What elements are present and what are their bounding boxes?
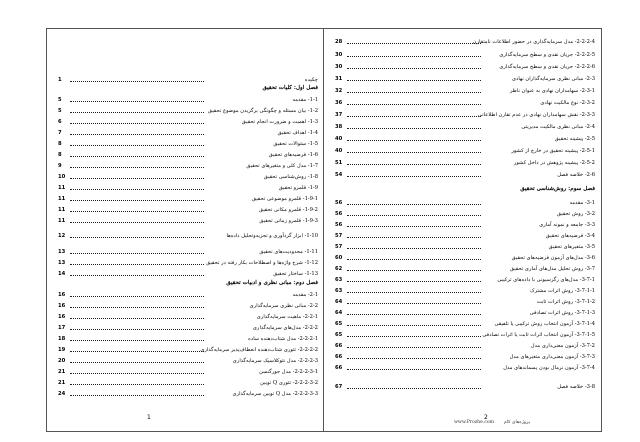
toc-entry-title: 3-7-1-3- روش اثرات تصادفی xyxy=(529,310,595,316)
dot-leader xyxy=(70,237,204,238)
toc-entry-page: 28 xyxy=(335,39,343,45)
dot-leader xyxy=(70,373,204,374)
toc-page-left xyxy=(46,28,325,432)
dot-leader xyxy=(347,128,481,129)
toc-entry xyxy=(324,123,601,131)
toc-entry xyxy=(47,151,324,159)
toc-entry-title: 2-2-2-6- جریان نقدی و سطح سرمایه‌گذاری xyxy=(499,64,595,70)
toc-entry-title: 3-7-1-1- روش اثرات مشترک xyxy=(529,288,595,294)
toc-entry-title: 3-7-4- آزمون نرمال بودن پسماندهای مدل xyxy=(503,365,595,371)
dot-leader xyxy=(70,145,204,146)
chapter-heading: فصل دوم: مبانی نظری و ادبیات تحقیق xyxy=(226,280,318,286)
toc-entry-title: 3-7-3- آزمون معنی‌داری متغیرهای مدل xyxy=(509,354,595,360)
dot-leader xyxy=(70,351,204,352)
toc-entry-page: 11 xyxy=(58,207,66,213)
dot-leader xyxy=(70,178,204,179)
toc-entry-title: 2-5- پیشینه تحقیق xyxy=(554,136,595,142)
footer-label: پروژه‌های کام xyxy=(504,420,530,425)
dot-leader xyxy=(70,329,204,330)
toc-entry-page: 19 xyxy=(58,347,66,353)
toc-entry xyxy=(47,129,324,137)
toc-entry-page: 8 xyxy=(58,152,62,158)
toc-entry-page: 20 xyxy=(58,358,66,364)
toc-entry-page: 67 xyxy=(335,384,343,390)
toc-entry-page: 66 xyxy=(335,343,343,349)
toc-entry-page: 65 xyxy=(335,332,343,338)
toc-entry xyxy=(324,210,601,218)
toc-entry xyxy=(47,162,324,170)
toc-entry-page: 16 xyxy=(58,292,66,298)
toc-entry-title: 3-7-2- آزمون معنی‌داری مدل xyxy=(530,343,595,349)
chapter-heading: فصل اول: کلیات تحقیق xyxy=(262,85,318,91)
toc-entry-page: 66 xyxy=(335,365,343,371)
toc-entry-page: 51 xyxy=(335,160,343,166)
toc-entry-title: 3-2- روش تحقیق xyxy=(556,211,595,217)
toc-entry-page: 11 xyxy=(58,218,66,224)
toc-entry-title: 2-2-2-3-1- مدل جورگنسن xyxy=(259,369,318,375)
toc-entry-page: 40 xyxy=(335,136,343,142)
dot-leader xyxy=(347,56,481,57)
toc-entry-page: 5 xyxy=(58,97,62,103)
toc-entry-page: 57 xyxy=(335,244,343,250)
toc-entry-title: 1-9-2- قلمرو مکانی تحقیق xyxy=(259,207,318,213)
dot-leader xyxy=(347,164,481,165)
toc-page-right xyxy=(323,28,602,432)
toc-entry-title: 2-2- مبانی نظری سرمایه‌گذاری xyxy=(249,303,318,309)
toc-entry xyxy=(47,96,324,104)
dot-leader xyxy=(347,237,481,238)
toc-entry xyxy=(47,184,324,192)
dot-leader xyxy=(347,388,481,389)
toc-entry-title: 1-5- سئوالات تحقیق xyxy=(273,141,318,147)
toc-entry-page: 9 xyxy=(58,163,62,169)
toc-entry-title: 2-3- مبانی نظری سرمایه‌گذاران نهادی xyxy=(512,76,595,82)
dot-leader xyxy=(70,112,204,113)
toc-entry-title: 1-9- قلمرو تحقیق xyxy=(278,185,318,191)
toc-entry-page: 30 xyxy=(335,52,343,58)
toc-entry-title: 2-1- مقدمه xyxy=(292,292,318,298)
toc-entry-title: 2-5-1- پیشینه تحقیق در خارج از کشور xyxy=(511,148,595,154)
toc-entry xyxy=(47,390,324,398)
toc-entry-title: 1-8- روش‌شناسی تحقیق xyxy=(263,174,318,180)
toc-entry-title: 3-5- متغیرهای تحقیق xyxy=(548,244,595,250)
toc-entry xyxy=(324,254,601,262)
toc-entry xyxy=(324,364,601,372)
toc-entry xyxy=(324,342,601,350)
toc-entry-page: 17 xyxy=(58,325,66,331)
toc-entry xyxy=(47,346,324,354)
dot-leader xyxy=(347,204,481,205)
toc-entry xyxy=(47,335,324,343)
dot-leader xyxy=(70,167,204,168)
toc-entry xyxy=(324,243,601,251)
toc-entry-title: 1-7- مدل کلی و متغیرهای تحقیق xyxy=(246,163,318,169)
toc-entry xyxy=(47,248,324,256)
toc-entry-page: 1 xyxy=(58,77,62,83)
toc-entry-page: 37 xyxy=(335,112,343,118)
toc-entry xyxy=(47,76,324,84)
toc-entry xyxy=(47,379,324,387)
dot-leader xyxy=(347,314,481,315)
toc-entry-title: 2-3-1- سهامداران نهادی به عنوان ناظر xyxy=(509,88,595,94)
dot-leader xyxy=(70,395,204,396)
dot-leader xyxy=(347,116,481,117)
toc-entry-title: 3-7-1-5- آزمون انتخاب اثرات ثابت یا اثرات تصادفی xyxy=(482,332,595,338)
dot-leader xyxy=(70,307,204,308)
dot-leader xyxy=(70,81,204,82)
toc-entry-title: 2-2-2-3-2- تئوری Q توبین xyxy=(260,380,318,386)
toc-entry-page: 66 xyxy=(335,354,343,360)
toc-entry-title: 2-6- خلاصه فصل xyxy=(557,172,595,178)
dot-leader xyxy=(347,104,481,105)
toc-entry-title: 1-2- بیان مسئله و چگونگی برگزیدن موضوع تحقیق xyxy=(208,108,318,114)
toc-entry-title: 1-12- شرح واژه‌ها و اصطلاحات بکار رفته در تحقیق xyxy=(206,260,318,266)
toc-entry-page: 13 xyxy=(58,249,66,255)
toc-entry xyxy=(324,51,601,59)
toc-entry xyxy=(47,118,324,126)
toc-entry-title: 3-7-1-2- روش اثرات ثابت xyxy=(536,299,595,305)
toc-entry-page: 64 xyxy=(335,310,343,316)
dot-leader xyxy=(70,200,204,201)
toc-entry xyxy=(324,232,601,240)
toc-entry-title: 3-7-1- مدل‌های رگرسیونی با داده‌های ترکیبی xyxy=(497,277,595,283)
toc-entry-page: 56 xyxy=(335,211,343,217)
toc-entry-page: 56 xyxy=(335,222,343,228)
toc-entry-title: 2-5-2- پیشینه پژوهش در داخل کشور xyxy=(513,160,595,166)
toc-entry-page: 10 xyxy=(58,174,66,180)
toc-entry-title: 3-7- روش تحلیل مدل‌های آماری تحقیق xyxy=(509,266,595,272)
toc-entry-title: 1-9-1- قلمرو موضوعی تحقیق xyxy=(252,196,318,202)
toc-entry xyxy=(47,291,324,299)
toc-entry-title: 1-10- ابزار گردآوری و تجزیه‌وتحلیل داده‌ها xyxy=(226,233,318,239)
toc-entry xyxy=(47,313,324,321)
toc-entry-title: 1-1- مقدمه xyxy=(292,97,318,103)
toc-entry-title: 3-8- خلاصه فصل xyxy=(557,384,595,390)
dot-leader xyxy=(347,259,481,260)
toc-entry-page: 7 xyxy=(58,130,62,136)
dot-leader xyxy=(347,358,481,359)
dot-leader xyxy=(70,253,204,254)
toc-entry-title: 1-13- ساختار تحقیق xyxy=(273,271,318,277)
toc-entry-title: 2-2-2-5- جریان نقدی و سطح سرمایه‌گذاری xyxy=(499,52,595,58)
toc-entry xyxy=(324,87,601,95)
toc-entry-title: 3-3- جامعه و نمونه آماری xyxy=(539,222,595,228)
toc-entry-title: 2-3-3- نقش سهامداران نهادی در عدم تقارن اطلاعاتی xyxy=(477,112,595,118)
toc-entry-title: 2-2-2-3- مدل نئوکلاسیک سرمایه‌گذاری xyxy=(232,358,318,364)
dot-leader xyxy=(347,140,481,141)
dot-leader xyxy=(70,156,204,157)
toc-entry xyxy=(324,276,601,284)
toc-entry xyxy=(47,324,324,332)
dot-leader xyxy=(347,369,481,370)
toc-entry xyxy=(324,298,601,306)
toc-entry xyxy=(324,221,601,229)
dot-leader xyxy=(347,303,481,304)
toc-entry-title: 1-6- فرضیه‌های تحقیق xyxy=(268,152,318,158)
dot-leader xyxy=(70,296,204,297)
dot-leader xyxy=(70,362,204,363)
toc-entry-title: 1-4- اهداف تحقیق xyxy=(277,130,318,136)
toc-entry-page: 38 xyxy=(335,124,343,130)
toc-entry xyxy=(47,217,324,225)
toc-entry-title: 3-4- فرضیه‌های تحقیق xyxy=(545,233,595,239)
toc-entry-page: 63 xyxy=(335,277,343,283)
toc-entry-page: 8 xyxy=(58,141,62,147)
toc-entry xyxy=(324,331,601,339)
toc-entry-title: 1-3- اهمیت و ضرورت انجام تحقیق xyxy=(241,119,318,125)
toc-entry xyxy=(324,287,601,295)
toc-entry-title: 2-3-2- نوع مالکیت نهادی xyxy=(540,100,595,106)
toc-entry-page: 54 xyxy=(335,172,343,178)
toc-entry-title: 2-2-2-2- تئوری شتاب‌دهنده انعطاف‌پذیر سرمایه‌گذاری xyxy=(200,347,318,353)
toc-entry-page: 16 xyxy=(58,303,66,309)
dot-leader xyxy=(347,248,481,249)
dot-leader xyxy=(347,68,481,69)
toc-entry-title: 3-7-1-4- آزمون انتخاب روش ترکیبی یا تلفیقی xyxy=(494,321,595,327)
dot-leader xyxy=(70,222,204,223)
toc-entry-title: چکیده xyxy=(304,77,318,83)
dot-leader xyxy=(347,325,481,326)
toc-entry-title: 2-2-2-1- مدل شتاب‌دهنده ساده xyxy=(248,336,318,342)
toc-entry xyxy=(324,111,601,119)
toc-entry xyxy=(324,320,601,328)
toc-entry-page: 11 xyxy=(58,196,66,202)
toc-entry xyxy=(324,135,601,143)
toc-entry-page: 21 xyxy=(58,369,66,375)
toc-entry-page: 36 xyxy=(335,100,343,106)
footer-website: www.Prozhe.com xyxy=(454,420,495,425)
toc-entry xyxy=(47,357,324,365)
toc-entry xyxy=(324,38,601,46)
dot-leader xyxy=(347,215,481,216)
toc-entry xyxy=(324,353,601,361)
dot-leader xyxy=(347,292,481,293)
dot-leader xyxy=(70,123,204,124)
toc-entry-page: 63 xyxy=(335,288,343,294)
toc-entry-title: 3-6- مدل‌های آزمون فرضیه‌های تحقیق xyxy=(511,255,595,261)
dot-leader xyxy=(347,152,481,153)
dot-leader xyxy=(70,189,204,190)
toc-entry-title: 2-2-2-4- مدل سرمایه‌گذاری در حضور اطلاعات نامتقارن xyxy=(472,39,595,45)
page-number: 1 xyxy=(147,414,151,421)
toc-entry xyxy=(324,199,601,207)
page-number: 2 xyxy=(484,414,488,421)
dot-leader xyxy=(70,275,204,276)
dot-leader xyxy=(347,80,481,81)
toc-entry xyxy=(324,171,601,179)
dot-leader xyxy=(70,340,204,341)
toc-entry xyxy=(324,75,601,83)
dot-leader xyxy=(347,347,481,348)
toc-entry-title: 2-2-2-3-3- مدل Q توبین سرمایه‌گذاری xyxy=(232,391,318,397)
toc-entry xyxy=(47,368,324,376)
toc-entry-page: 12 xyxy=(58,233,66,239)
toc-entry xyxy=(324,383,601,391)
toc-entry-title: 2-4- مبانی نظری مالکیت مدیریتی xyxy=(521,124,595,130)
toc-entry-page: 60 xyxy=(335,255,343,261)
toc-entry xyxy=(47,232,324,240)
toc-entry-page: 21 xyxy=(58,380,66,386)
toc-entry-title: 2-2-1- ماهیت سرمایه‌گذاری xyxy=(256,314,318,320)
toc-entry xyxy=(47,195,324,203)
toc-entry xyxy=(47,259,324,267)
dot-leader xyxy=(347,281,481,282)
toc-entry-title: 1-9-3- قلمرو زمانی تحقیق xyxy=(259,218,318,224)
dot-leader xyxy=(347,270,481,271)
toc-entry-page: 65 xyxy=(335,321,343,327)
toc-entry xyxy=(47,140,324,148)
toc-entry xyxy=(47,206,324,214)
toc-entry-title: 1-11- محدودیت‌های تحقیق xyxy=(259,249,318,255)
toc-entry xyxy=(47,107,324,115)
dot-leader xyxy=(70,384,204,385)
dot-leader xyxy=(70,101,204,102)
dot-leader xyxy=(347,336,481,337)
toc-entry-page: 62 xyxy=(335,266,343,272)
toc-entry-page: 13 xyxy=(58,260,66,266)
dot-leader xyxy=(70,318,204,319)
dot-leader xyxy=(347,92,481,93)
toc-entry xyxy=(324,63,601,71)
toc-entry xyxy=(47,302,324,310)
toc-entry-page: 32 xyxy=(335,88,343,94)
toc-entry-page: 14 xyxy=(58,271,66,277)
toc-entry-page: 64 xyxy=(335,299,343,305)
toc-entry-page: 5 xyxy=(58,108,62,114)
toc-entry xyxy=(324,309,601,317)
dot-leader xyxy=(70,264,204,265)
dot-leader xyxy=(347,226,481,227)
dot-leader xyxy=(347,43,481,44)
toc-entry-page: 57 xyxy=(335,233,343,239)
toc-entry-title: 3-1- مقدمه xyxy=(569,200,595,206)
toc-entry-page: 40 xyxy=(335,148,343,154)
toc-entry xyxy=(47,270,324,278)
toc-entry xyxy=(324,159,601,167)
dot-leader xyxy=(70,211,204,212)
toc-entry-page: 18 xyxy=(58,336,66,342)
toc-entry xyxy=(324,265,601,273)
dot-leader xyxy=(347,176,481,177)
toc-entry-page: 30 xyxy=(335,64,343,70)
toc-entry xyxy=(47,173,324,181)
toc-entry xyxy=(324,99,601,107)
toc-entry-page: 31 xyxy=(335,76,343,82)
toc-entry-page: 16 xyxy=(58,314,66,320)
toc-entry-page: 6 xyxy=(58,119,62,125)
toc-entry-page: 24 xyxy=(58,391,66,397)
chapter-heading: فصل سوم: روش‌شناسی تحقیق xyxy=(520,186,595,192)
toc-entry-title: 2-2-2- مدل‌های سرمایه‌گذاری xyxy=(252,325,318,331)
toc-entry xyxy=(324,147,601,155)
dot-leader xyxy=(70,134,204,135)
toc-entry-page: 11 xyxy=(58,185,66,191)
toc-entry-page: 56 xyxy=(335,200,343,206)
